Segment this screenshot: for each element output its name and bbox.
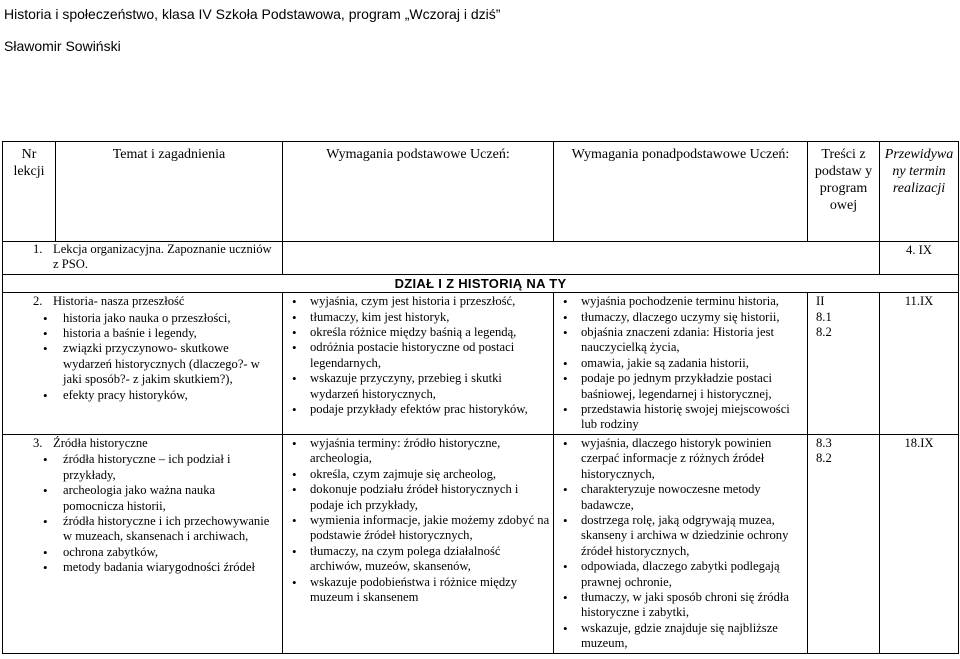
row2-topics-list [33, 311, 279, 403]
row2-title: Historia- nasza przeszłość [53, 294, 185, 309]
list-item: • związki przyczynowo- skutkowe wydarzeń historycznych (dlaczego?- w jaki sposób?- z jakim skutkiem?), [33, 341, 279, 387]
row2-extended-list [557, 294, 804, 433]
list-item: • objaśnia znaczeni zdania: Historia jest nauczycielką życia, [557, 325, 804, 356]
list-item: • efekty pracy historyków, [33, 388, 279, 403]
list-item: • charakteryzuje nowoczesne metody badawcze, [557, 482, 804, 513]
row2-content-cell [808, 293, 880, 435]
list-item: • wyjaśnia pochodzenie terminu historia, [557, 294, 804, 309]
row2-number: 2. [33, 294, 43, 309]
section-row [3, 274, 959, 292]
row2-extended-cell [554, 293, 808, 435]
row3-basic-list [286, 436, 550, 605]
list-item: • metody badania wiarygodności źródeł [33, 560, 279, 575]
row2-topic-cell [3, 293, 283, 435]
list-item: • wyjaśnia terminy: źródło historyczne, archeologia, [286, 436, 550, 467]
header-planned-date: Przewidywa ny termin realizacji [880, 142, 959, 242]
list-item: • historia jako nauka o przeszłości, [33, 311, 279, 326]
row3-title: Źródła historyczne [53, 435, 148, 450]
section-title: DZIAŁ I Z HISTORIĄ NA TY [3, 274, 959, 292]
header-nr: Nr lekcji [3, 142, 56, 242]
row3-date: 18.IX [880, 434, 959, 653]
list-item: • ochrona zabytków, [33, 545, 279, 560]
header-curriculum-content: Treści z podstaw y program owej [808, 142, 880, 242]
list-item: • wyjaśnia, dlaczego historyk powinien czerpać informacje z różnych źródeł historycznych, [557, 436, 804, 482]
row1-empty-cell [283, 242, 880, 275]
row3-topics-list [33, 452, 279, 575]
list-item: • określa różnice między baśnią a legendą, [286, 325, 550, 340]
list-item: • dokonuje podziału źródeł historycznych i podaje ich przykłady, [286, 482, 550, 513]
row1-number: 1. [33, 242, 43, 256]
document-author: Sławomir Sowiński [4, 38, 121, 54]
list-item: • odróżnia postacie historyczne od postaci legendarnych, [286, 340, 550, 371]
list-item: • wymienia informacje, jakie możemy zdobyć na podstawie źródeł historycznych, [286, 513, 550, 544]
row3-extended-list [557, 436, 804, 652]
row3-content: 8.3 8.2 [816, 435, 832, 466]
row2-content: II 8.1 8.2 [816, 294, 832, 340]
list-item: • wskazuje podobieństwa i różnice między muzeum i skansenem [286, 575, 550, 606]
list-item: • omawia, jakie są zadania historii, [557, 356, 804, 371]
row2-date: 11.IX [880, 293, 959, 435]
list-item: • tłumaczy, dlaczego uczymy się historii, [557, 310, 804, 325]
list-item: • przedstawia historię swojej miejscowości lub rodziny [557, 402, 804, 433]
list-item: • źródła historyczne – ich podział i przykłady, [33, 452, 279, 483]
row2-basic-list [286, 294, 550, 417]
list-item: • tłumaczy, na czym polega działalność archiwów, muzeów, skansenów, [286, 544, 550, 575]
row1-topic: Lekcja organizacyjna. Zapoznanie uczniów z PSO. [53, 242, 272, 272]
row2-basic-cell [283, 293, 554, 435]
list-item: • tłumaczy, kim jest historyk, [286, 310, 550, 325]
row1-topic-cell [3, 242, 283, 275]
list-item: • archeologia jako ważna nauka pomocnicza historii, [33, 483, 279, 514]
row1-date: 4. IX [880, 242, 959, 275]
row3-extended-cell [554, 434, 808, 653]
row3-number: 3. [33, 435, 43, 450]
row3-content-cell [808, 434, 880, 653]
list-item: • odpowiada, dlaczego zabytki podlegają prawnej ochronie, [557, 559, 804, 590]
table-row [3, 293, 959, 435]
header-basic-requirements: Wymagania podstawowe Uczeń: [283, 142, 554, 242]
list-item: • tłumaczy, w jaki sposób chroni się źródła historyczne i zabytki, [557, 590, 804, 621]
list-item: • określa, czym zajmuje się archeolog, [286, 467, 550, 482]
table-row [3, 434, 959, 653]
row3-topic-cell [3, 434, 283, 653]
list-item: • podaje po jednym przykładzie postaci baśniowej, legendarnej i historycznej, [557, 371, 804, 402]
list-item: • historia a baśnie i legendy, [33, 326, 279, 341]
table-row [3, 242, 959, 275]
header-topic: Temat i zagadnienia [56, 142, 283, 242]
list-item: • wskazuje przyczyny, przebieg i skutki wydarzeń historycznych, [286, 371, 550, 402]
document-title: Historia i społeczeństwo, klasa IV Szkoła Podstawowa, program „Wczoraj i dziś” [4, 6, 501, 22]
header-extended-requirements: Wymagania ponadpodstawowe Uczeń: [554, 142, 808, 242]
lesson-plan-table [2, 141, 959, 654]
table-header-row [3, 142, 959, 242]
list-item: • podaje przykłady efektów prac historyków, [286, 402, 550, 417]
list-item: • wskazuje, gdzie znajduje się najbliższe muzeum, [557, 621, 804, 652]
list-item: • dostrzega rolę, jaką odgrywają muzea, skanseny i archiwa w dziedzinie ochrony źródeł historycznych, [557, 513, 804, 559]
row3-basic-cell [283, 434, 554, 653]
list-item: • źródła historyczne i ich przechowywanie w muzeach, skansenach i archiwach, [33, 514, 279, 545]
list-item: • wyjaśnia, czym jest historia i przeszłość, [286, 294, 550, 309]
